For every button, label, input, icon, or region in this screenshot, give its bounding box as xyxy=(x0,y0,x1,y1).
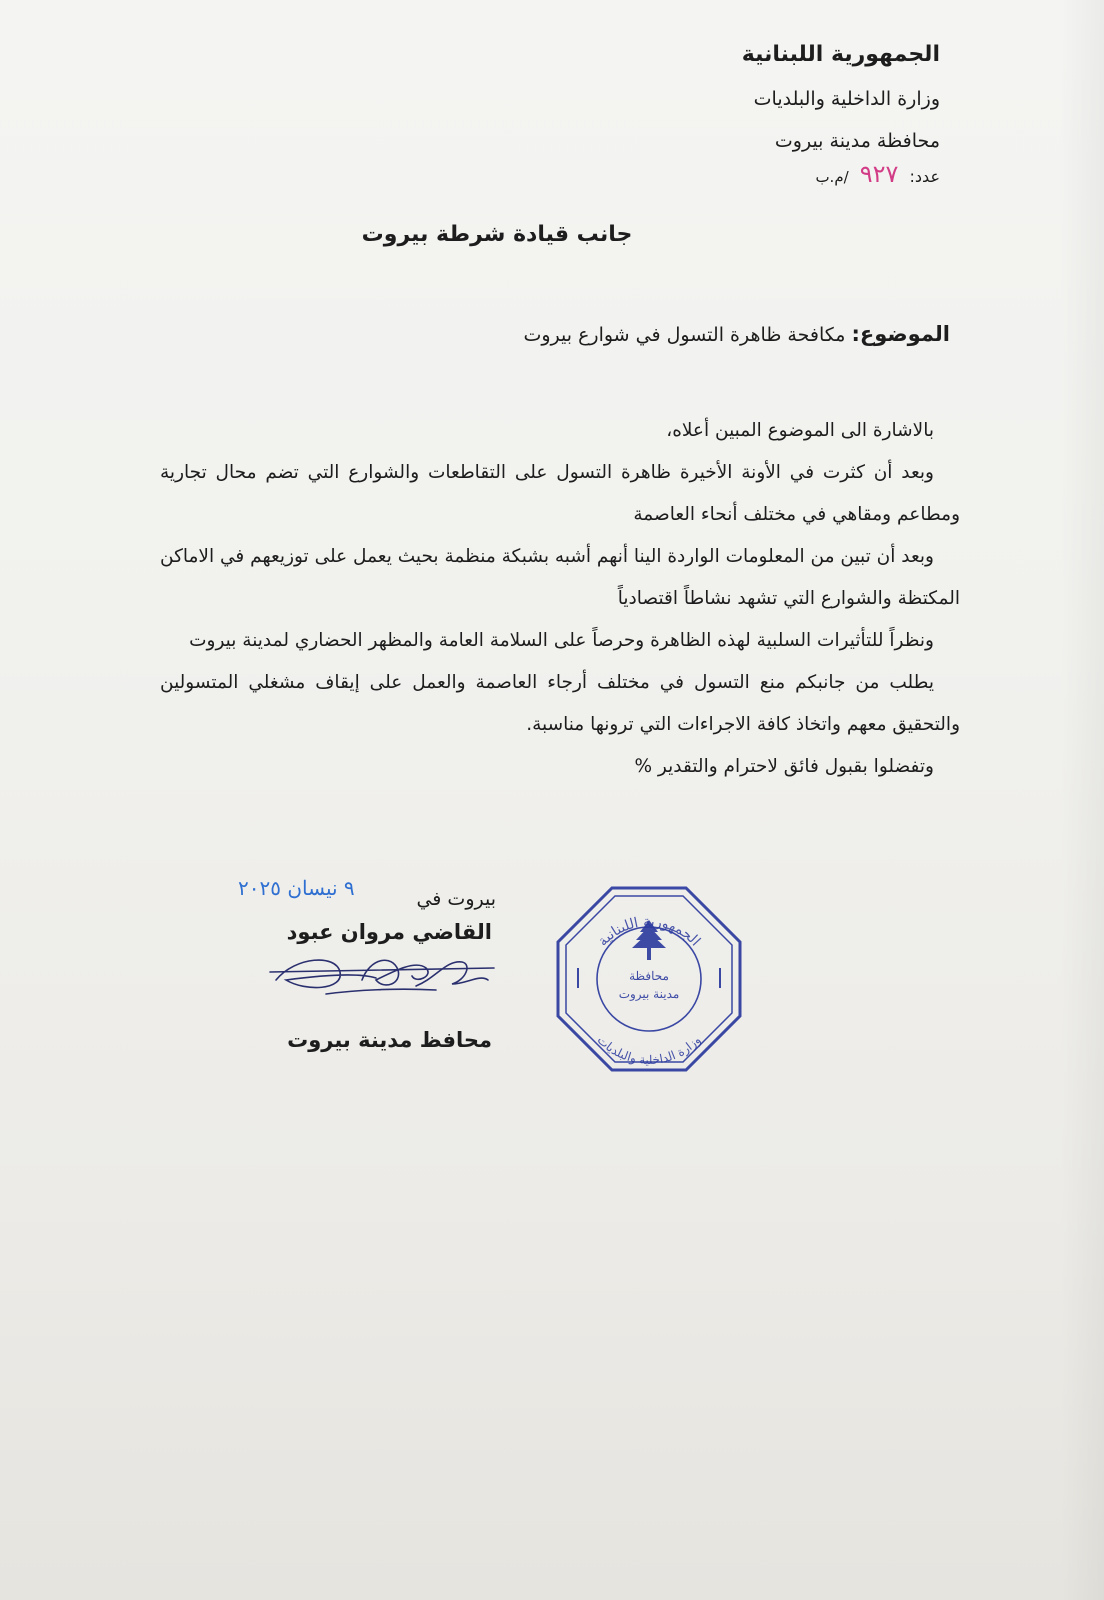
handwritten-signature xyxy=(266,950,506,1016)
body-paragraph-observation: وبعد أن كثرت في الأونة الأخيرة ظاهرة التسول على التقاطعات والشوارع التي تضم محال تجارية ومطاعم ومقاهي في مختلف أنحاء العاصمة xyxy=(160,462,960,525)
header-ministry: وزارة الداخلية والبلديات xyxy=(753,88,940,110)
seal-text-bottom: وزارة الداخلية والبلديات xyxy=(594,1032,704,1068)
svg-text:وزارة الداخلية والبلديات xyxy=(595,1033,704,1067)
subject-text: مكافحة ظاهرة التسول في شوارع بيروت xyxy=(523,324,846,346)
reference-number-line xyxy=(815,160,940,188)
seal-inner-line-1: محافظة xyxy=(629,969,669,983)
signatory-name: القاضي مروان عبود xyxy=(286,920,492,944)
seal-inner-line-2: مدينة بيروت xyxy=(618,987,680,1001)
body-paragraph-request: يطلب من جانبكم منع التسول في مختلف أرجاء العاصمة والعمل على إيقاف مشغلي المتسولين والتحقيق معهم واتخاذ كافة الاجراءات التي ترونها مناسبة. xyxy=(160,672,960,735)
letter-body xyxy=(160,410,960,788)
reference-suffix: /م.ب xyxy=(815,168,849,186)
reference-number: ٩٢٧ xyxy=(859,160,899,188)
subject-label: الموضوع: xyxy=(851,322,950,346)
subject-line xyxy=(523,322,950,346)
body-closing: وتفضلوا بقبول فائق لاحترام والتقدير % xyxy=(634,756,934,777)
header-republic: الجمهورية اللبنانية xyxy=(741,42,940,67)
signatory-title: محافظ مدينة بيروت xyxy=(287,1028,492,1052)
signature-place: بيروت في xyxy=(416,888,496,910)
signature-date: ٩ نيسان ٢٠٢٥ xyxy=(238,876,355,900)
official-seal-stamp xyxy=(552,882,746,1076)
seal-text-top: الجمهورية اللبنانية xyxy=(594,913,704,950)
body-paragraph-network: وبعد أن تبين من المعلومات الواردة الينا أنهم أشبه بشبكة منظمة بحيث يعمل على توزيعهم في الاماكن المكتظة والشوارع التي تشهد نشاطاً اقتصادياً xyxy=(160,546,960,609)
addressee: جانب قيادة شرطة بيروت xyxy=(361,222,633,247)
header-governorate: محافظة مدينة بيروت xyxy=(774,130,940,152)
body-paragraph-reference: بالاشارة الى الموضوع المبين أعلاه، xyxy=(666,420,934,441)
body-paragraph-effects: ونظراً للتأثيرات السلبية لهذه الظاهرة وحرصاً على السلامة العامة والمظهر الحضاري لمدينة بيروت xyxy=(189,630,934,651)
reference-label: عدد: xyxy=(909,167,940,186)
